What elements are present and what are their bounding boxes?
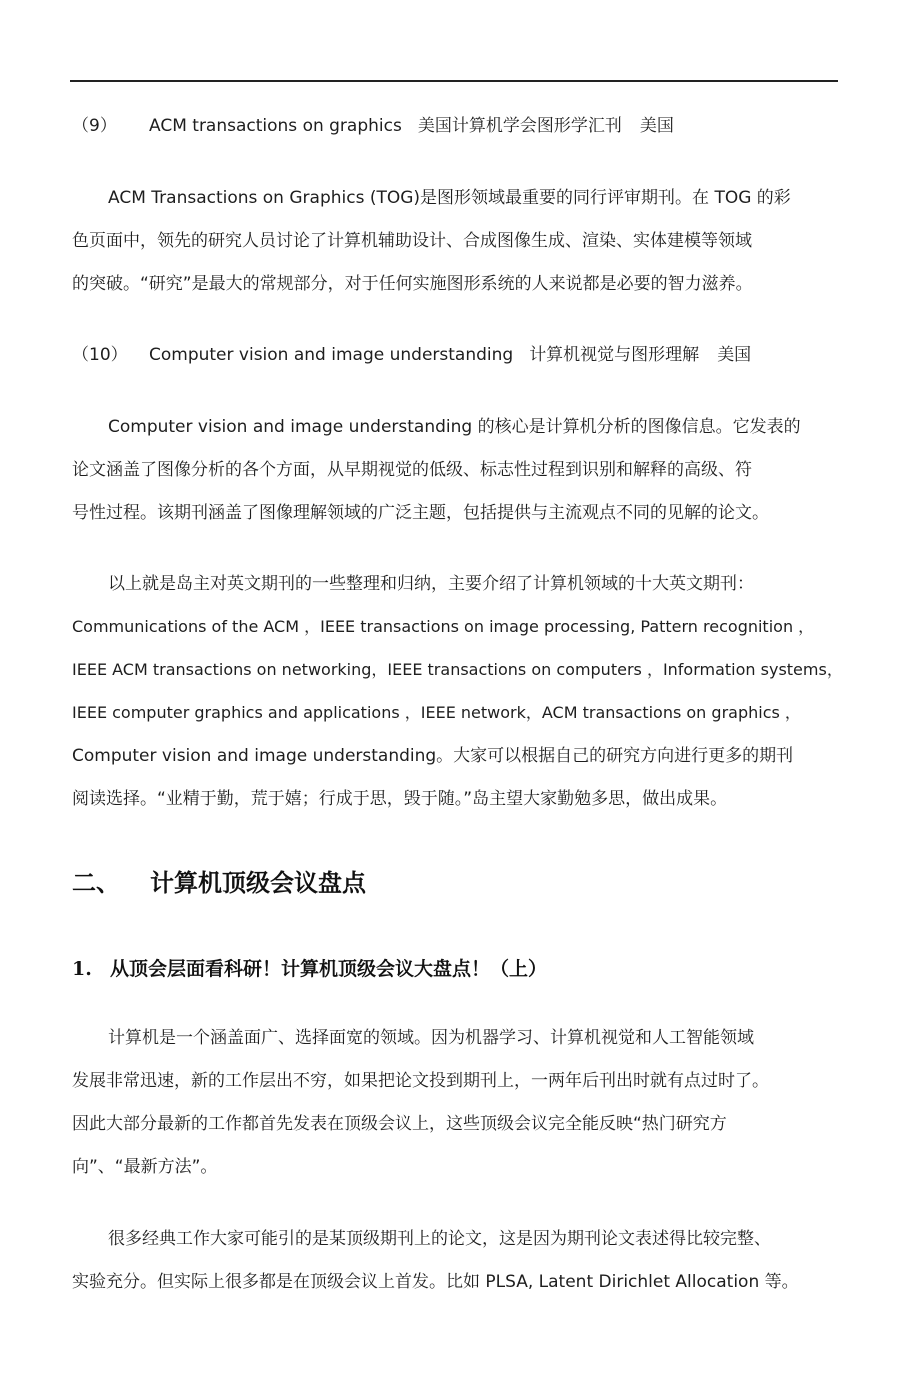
paragraph-1-line: 发展非常迅速，新的工作层出不穷，如果把论文投到期刊上，一两年后刊出时就有点过时了。 [72,1071,769,1091]
journal-10-entry [72,343,751,367]
journal-10-title-en: Computer vision and image understanding [149,345,514,365]
journal-10-number: （10） [72,345,128,365]
subsection-title: 从顶会层面看科研！计算机顶级会议大盘点！（上） [110,958,548,980]
journal-10-desc-line: 论文涵盖了图像分析的各个方面，从早期视觉的低级、标志性过程到识别和解释的高级、符 [72,460,752,480]
summary-line: Communications of the ACM ，IEEE transactions on image processing, Pattern recognition ， [72,617,815,636]
summary-line: 以上就是岛主对英文期刊的一些整理和归纳，主要介绍了计算机领域的十大英文期刊： [108,574,754,594]
summary-line: IEEE computer graphics and applications ，IEEE network，ACM transactions on graphics ， [72,703,801,722]
journal-9-number: （9） [72,116,117,136]
subsection-heading [72,955,547,983]
subsection-number: 1. [72,958,92,980]
section-heading [72,867,366,899]
journal-10-desc-line: Computer vision and image understanding 的核心是计算机分析的图像信息。它发表的 [108,417,801,437]
journal-10-country: 美国 [717,345,752,365]
paragraph-1-line: 向”、“最新方法”。 [72,1157,218,1177]
header-rule [70,80,838,82]
paragraph-1-line: 计算机是一个涵盖面广、选择面宽的领域。因为机器学习、计算机视觉和人工智能领域 [108,1028,754,1048]
journal-9-country: 美国 [639,116,674,136]
section-title: 计算机顶级会议盘点 [150,868,366,897]
section-number: 二、 [72,868,120,897]
summary-line: 阅读选择。“业精于勤，荒于嬉；行成于思，毁于随。”岛主望大家勤勉多思，做出成果。 [72,789,728,809]
journal-9-desc-line: 的突破。“研究”是最大的常规部分，对于任何实施图形系统的人来说都是必要的智力滋养。 [72,274,753,294]
journal-9-desc-line: ACM Transactions on Graphics (TOG)是图形领域最重要的同行评审期刊。在 TOG 的彩 [108,188,791,208]
journal-10-desc-line: 号性过程。该期刊涵盖了图像理解领域的广泛主题，包括提供与主流观点不同的见解的论文。 [72,503,769,523]
journal-9-entry [72,114,674,138]
paragraph-2-line: 实验充分。但实际上很多都是在顶级会议上首发。比如 PLSA, Latent Dirichlet Allocation 等。 [72,1272,799,1292]
journal-9-desc-line: 色页面中，领先的研究人员讨论了计算机辅助设计、合成图像生成、渲染、实体建模等领域 [72,231,752,251]
journal-10-title-cn: 计算机视觉与图形理解 [529,345,700,365]
summary-line: Computer vision and image understanding。大家可以根据自己的研究方向进行更多的期刊 [72,746,794,766]
paragraph-2-line: 很多经典工作大家可能引的是某顶级期刊上的论文，这是因为期刊论文表述得比较完整、 [108,1229,771,1249]
paragraph-1-line: 因此大部分最新的工作都首先发表在顶级会议上，这些顶级会议完全能反映“热门研究方 [72,1114,727,1134]
summary-line: IEEE ACM transactions on networking，IEEE transactions on computers ，Information systems， [72,660,843,679]
journal-9-title-cn: 美国计算机学会图形学汇刊 [417,116,622,136]
journal-9-title-en: ACM transactions on graphics [149,116,402,136]
